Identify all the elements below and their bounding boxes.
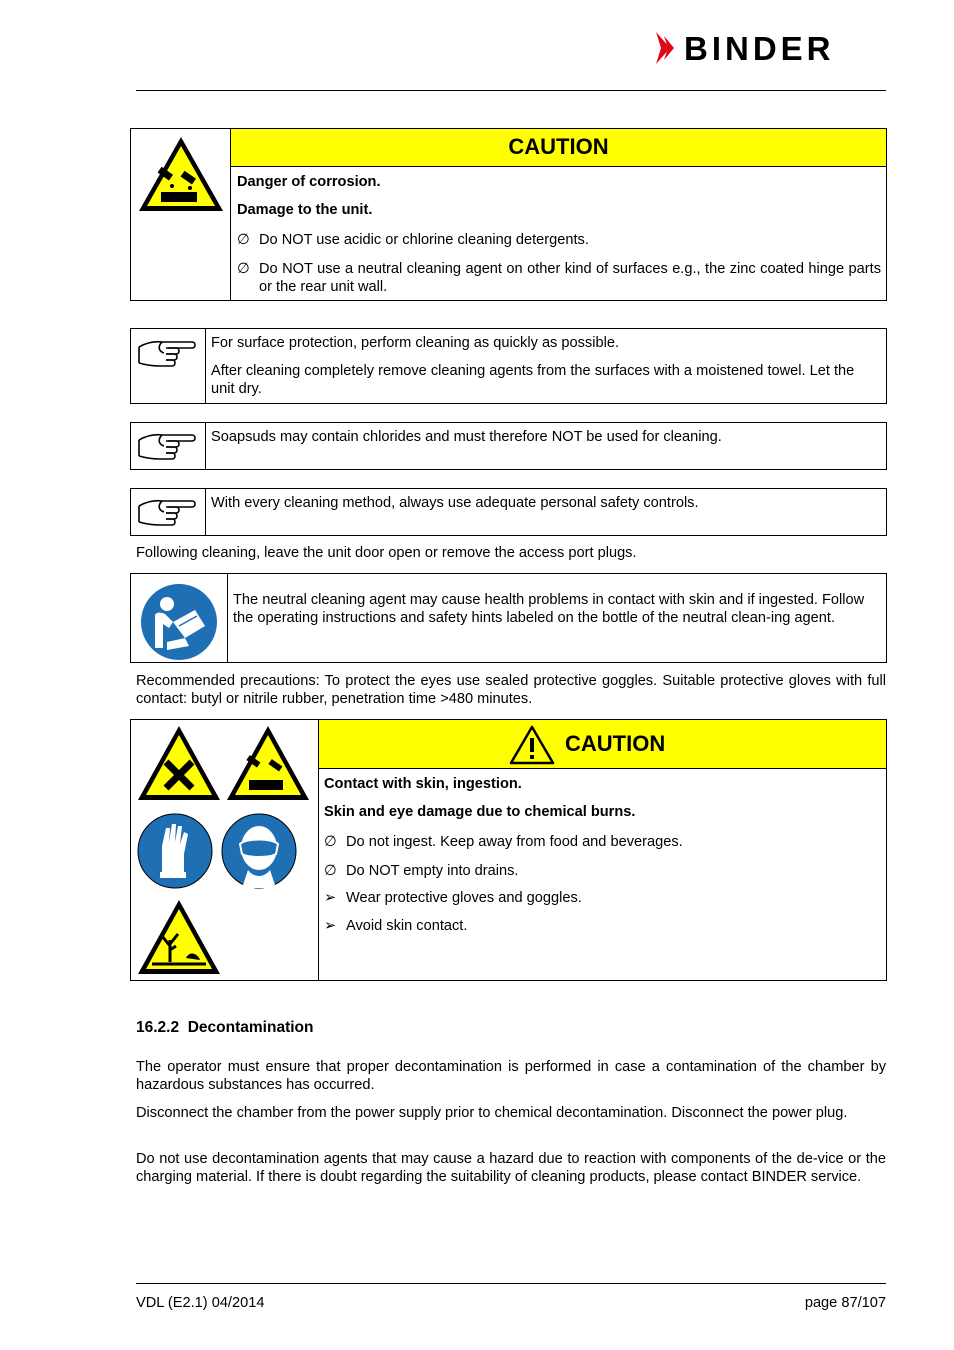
caution-item: ∅ Do NOT use a neutral cleaning agent on other kind of surfaces e.g., the zinc coated hinge parts or the rear unit wall. [237, 261, 881, 295]
section-title: Decontamination [187, 1019, 314, 1036]
prohibited-icon: ∅ [324, 863, 337, 879]
caution-item: ➢ Wear protective gloves and goggles. [324, 890, 582, 906]
note-text-2: After cleaning completely remove cleaning agents from the surfaces with a moistened towel. Let the unit dry. [211, 363, 855, 397]
environmental-hazard-icon [136, 898, 222, 976]
header-rule [136, 90, 886, 91]
caution-item: ∅ Do NOT use acidic or chlorine cleaning detergents. [237, 232, 589, 248]
pointing-hand-icon [136, 494, 198, 534]
caution-line-2: Damage to the unit. [237, 202, 373, 218]
footer-page-number: page 87/107 [804, 1295, 886, 1311]
note-box-soapsuds [130, 422, 887, 470]
caution-title: CAUTION [508, 134, 609, 159]
section-paragraph-3: Do not use decontamination agents that may cause a hazard due to reaction with components of the de-vice or the charging material. If there is doubt regarding the suitability of cleaning products, please contact BINDER service. [136, 1151, 886, 1185]
section-paragraph-2: Disconnect the chamber from the power supply prior to chemical decontamination. Disconnect the power plug. [136, 1105, 848, 1121]
pointing-hand-icon [136, 428, 198, 468]
info-text: The neutral cleaning agent may cause health problems in contact with skin and if ingested. Follow the operating instructions and safety hints labeled on the bottle of the neutral clean-ing agent. [233, 592, 865, 626]
caution-line-1: Danger of corrosion. [237, 174, 381, 190]
prohibited-icon: ∅ [237, 232, 250, 248]
corrosion-warning-icon [136, 134, 226, 214]
paragraph-recommended-precautions: Recommended precautions: To protect the eyes use sealed protective goggles. Suitable protective gloves with full contact: butyl or nitrile rubber, penetration time >480 minutes. [136, 673, 886, 707]
caution-title: CAUTION [565, 731, 666, 756]
note-text: Soapsuds may contain chlorides and must therefore NOT be used for cleaning. [211, 429, 722, 445]
note-text: With every cleaning method, always use adequate personal safety controls. [211, 495, 699, 511]
note-box-surface-protection [130, 328, 887, 404]
caution-band [231, 129, 886, 167]
read-instructions-icon [139, 582, 219, 662]
arrow-bullet-icon: ➢ [324, 890, 337, 906]
caution-band [319, 720, 886, 769]
note-text-1: For surface protection, perform cleaning as quickly as possible. [211, 335, 620, 351]
prohibited-icon: ∅ [324, 834, 337, 850]
prohibited-icon: ∅ [237, 261, 250, 277]
info-box-neutral-agent [130, 573, 887, 663]
footer-rule [136, 1283, 886, 1284]
protective-goggles-icon [220, 812, 298, 890]
brand-name: BINDER [684, 30, 835, 66]
caution-item: ∅ Do NOT empty into drains. [324, 863, 519, 879]
protective-gloves-icon [136, 812, 214, 890]
caution-box-corrosion [130, 128, 887, 301]
section-heading [136, 1019, 313, 1037]
caution-item: ∅ Do not ingest. Keep away from food and beverages. [324, 834, 683, 850]
caution-box-chemical [130, 719, 887, 981]
section-number: 16.2.2 [136, 1019, 180, 1036]
paragraph-following-cleaning: Following cleaning, leave the unit door open or remove the access port plugs. [136, 545, 637, 561]
binder-logo-mark-icon [656, 30, 888, 66]
caution-line-1: Contact with skin, ingestion. [324, 776, 522, 792]
caution-item: ➢ Avoid skin contact. [324, 918, 468, 934]
note-box-safety-controls [130, 488, 887, 536]
corrosion-warning-icon [225, 724, 311, 802]
binder-logo [656, 30, 888, 66]
footer-document-id: VDL (E2.1) 04/2014 [136, 1295, 265, 1311]
caution-line-2: Skin and eye damage due to chemical burns. [324, 804, 636, 820]
section-paragraph-1: The operator must ensure that proper decontamination is performed in case a contamination of the chamber by hazardous substances has occurred. [136, 1059, 886, 1093]
exclamation-warning-icon [509, 725, 555, 765]
harmful-irritant-icon [136, 724, 222, 802]
pointing-hand-icon [136, 335, 198, 375]
arrow-bullet-icon: ➢ [324, 918, 337, 934]
